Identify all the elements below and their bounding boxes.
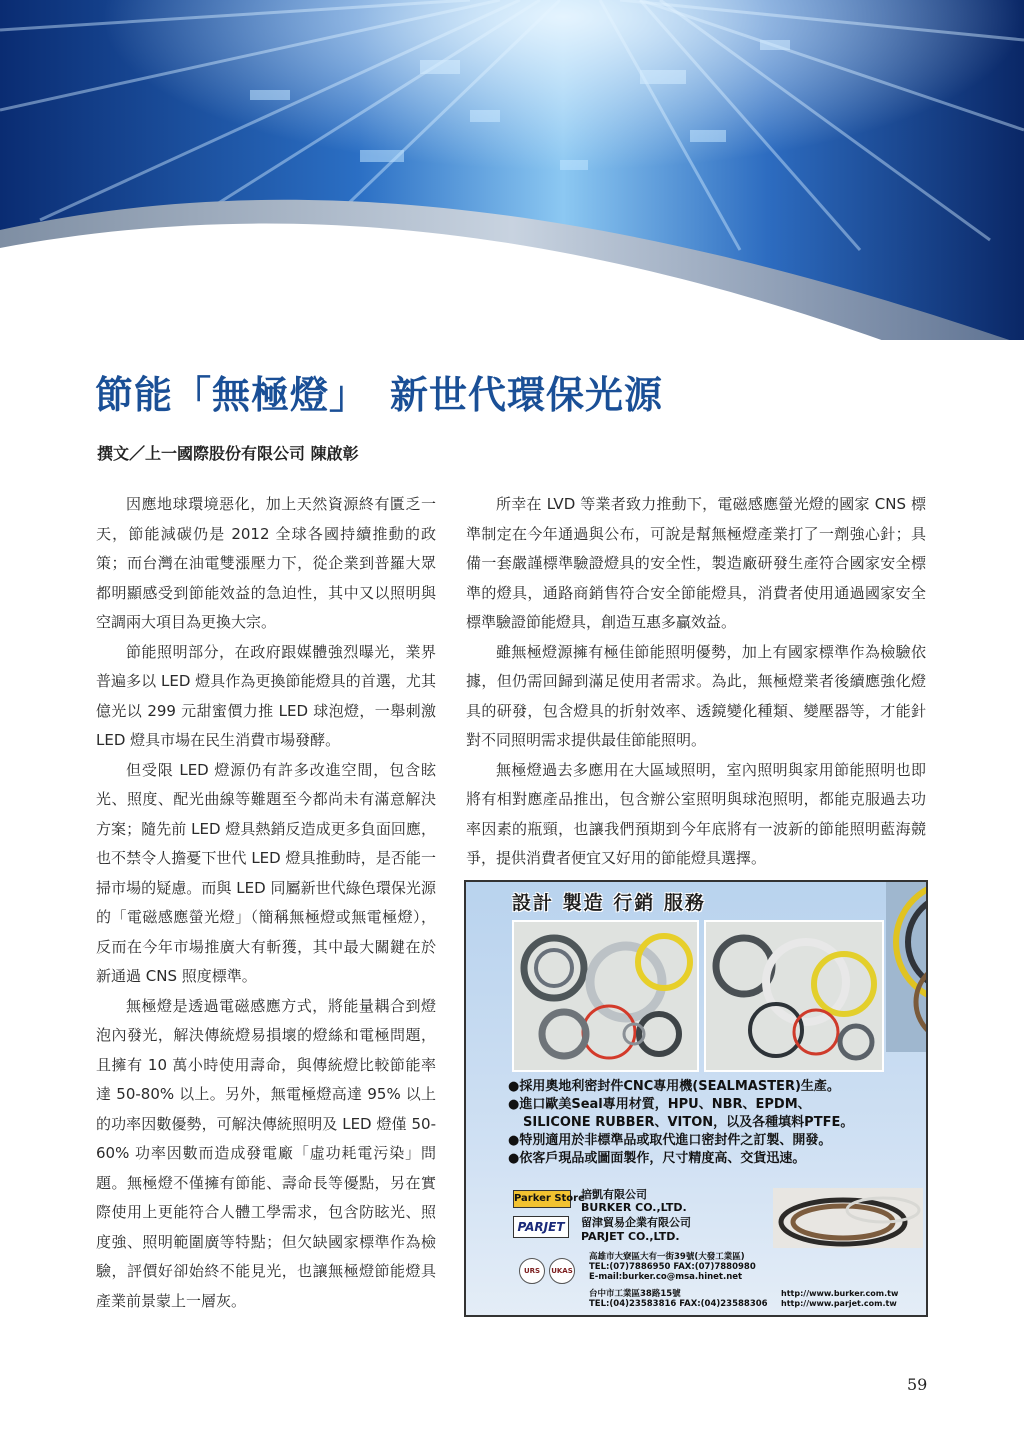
company-name-en: PARJET CO.,LTD.: [581, 1230, 680, 1243]
paragraph: 無極燈過去多應用在大區域照明，室內照明與家用節能照明也即將有相對應產品推出，包含辦公室照明與球泡照明，都能克服過去功率因素的瓶頸，也讓我們預期到今年底將有一波新的節能照明藍海競爭，提供消費者便宜又好用的節能燈具選擇。: [466, 760, 926, 867]
email: E-mail:burker.co@msa.hinet.net: [589, 1272, 743, 1282]
parker-store-logo: Parker Store: [513, 1190, 571, 1208]
left-column: [96, 490, 436, 1316]
company-name-cn: 培凱有限公司: [581, 1188, 647, 1201]
ad-headline: 設計 製造 行銷 服務: [512, 892, 706, 914]
advertisement: [464, 880, 928, 1317]
author-line: 撰文／上一國際股份有限公司 陳啟彰: [97, 444, 359, 463]
phone-fax: TEL:(07)7886950 FAX:(07)7880980: [589, 1262, 756, 1272]
paragraph: 無極燈是透過電磁感應方式，將能量耦合到燈泡內發光，解決傳統燈易損壞的燈絲和電極問題，且擁有 10 萬小時使用壽命，與傳統燈比較節能率達 50-80% 以上。另外，無電極燈高達 95% 以上的功率因數優勢，可解決傳統照明及 LED 燈僅 50-60% 功率因數而造成發電廠「虛功耗電污染」問題。無極燈不僅擁有節能、壽命長等優點，另在實際使用上更能符合人體工學需求，包含防眩光、照度強、照明範圍廣等特點；但欠缺國家標準作為檢驗，評價好卻始終不能見光，也讓無極燈節能燈具產業前景蒙上一層灰。: [96, 996, 436, 1310]
seal-ring-photo: [512, 920, 699, 1072]
right-column: [466, 490, 926, 874]
ad-feature-list: [508, 1078, 928, 1168]
title-part-2: 新世代環保光源: [390, 373, 664, 417]
phone-fax: TEL:(04)23583816 FAX:(04)23588306: [589, 1299, 768, 1309]
ukas-cert-badge: UKAS: [549, 1258, 575, 1284]
ad-bullet: ●特別適用於非標準品或取代進口密封件之訂製、開發。: [508, 1133, 832, 1148]
ad-contact-info: [513, 1252, 928, 1312]
ad-bullet: ●依客戶現品或圖面製作，尺寸精度高、交貨迅速。: [508, 1151, 806, 1166]
address: 台中市工業區38路15號: [589, 1289, 681, 1299]
banner-graphic: [0, 0, 1024, 340]
website-link[interactable]: http://www.burker.com.tw: [781, 1289, 899, 1298]
paragraph: 但受限 LED 燈源仍有許多改進空間，包含眩光、照度、配光曲線等難題至今都尚未有滿意解決方案；隨先前 LED 燈具熱銷反造成更多負面回應，也不禁令人擔憂下世代 LED 燈具推動時，是否能一掃市場的疑慮。而與 LED 同屬新世代綠色環保光源的「電磁感應螢光燈」（簡稱無極燈或無電極燈），反而在今年市場推廣大有斬獲，其中最大關鍵在於新通過 CNS 照度標準。: [96, 760, 436, 985]
address: 高雄市大寮區大有一街39號(大發工業區): [589, 1252, 745, 1262]
company-name-en: BURKER CO.,LTD.: [581, 1201, 687, 1214]
paragraph: 節能照明部分，在政府跟媒體強烈曝光，業界普遍多以 LED 燈具作為更換節能燈具的首選，尤其億光以 299 元甜蜜價力推 LED 球泡燈，一舉刺激 LED 燈具市場在民生消費市場發酵。: [96, 642, 436, 749]
page-number: 59: [907, 1375, 928, 1394]
header-banner: [0, 0, 1024, 340]
article-title: [95, 364, 663, 419]
paragraph: 雖無極燈源擁有極佳節能照明優勢，加上有國家標準作為檢驗依據，但仍需回歸到滿足使用者需求。為此，無極燈業者後續應強化燈具的研發，包含燈具的折射效率、透鏡變化種類、變壓器等，才能針對不同照明需求提供最佳節能照明。: [466, 642, 926, 749]
paragraph: 所幸在 LVD 等業者致力推動下，電磁感應螢光燈的國家 CNS 標準制定在今年通過與公布，可說是幫無極燈產業打了一劑強心針；具備一套嚴謹標準驗證燈具的安全性，製造廠研發生產符合國家安全標準的燈具，通路商銷售符合安全節能燈具，消費者使用通過國家安全標準驗證節能燈具，創造互惠多贏效益。: [466, 495, 926, 631]
ring-corner-image: [886, 882, 926, 1052]
parjet-logo: PARJET: [513, 1216, 569, 1238]
paragraph: 因應地球環境惡化，加上天然資源終有匱乏一天，節能減碳仍是 2012 全球各國持續推動的政策；而台灣在油電雙漲壓力下，從企業到普羅大眾都明顯感受到節能效益的急迫性，其中又以照明與空調兩大項目為更換大宗。: [96, 495, 436, 631]
ad-bullet: ●採用奧地利密封件CNC專用機(SEALMASTER)生產。: [508, 1079, 840, 1094]
ring-photo-small: [773, 1188, 923, 1248]
ad-bullet: SILICONE RUBBER、VITON，以及各種填料PTFE。: [523, 1115, 854, 1130]
seal-ring-photo: [704, 920, 884, 1072]
ad-bullet: ●進口歐美Seal專用材質，HPU、NBR、EPDM、: [508, 1097, 811, 1112]
company-name-cn: 留津貿易企業有限公司: [581, 1216, 691, 1229]
ad-company-block: [513, 1188, 763, 1254]
title-part-1: 節能「無極燈」: [95, 373, 369, 417]
urs-cert-badge: URS: [519, 1258, 545, 1284]
website-link[interactable]: http://www.parjet.com.tw: [781, 1299, 897, 1308]
